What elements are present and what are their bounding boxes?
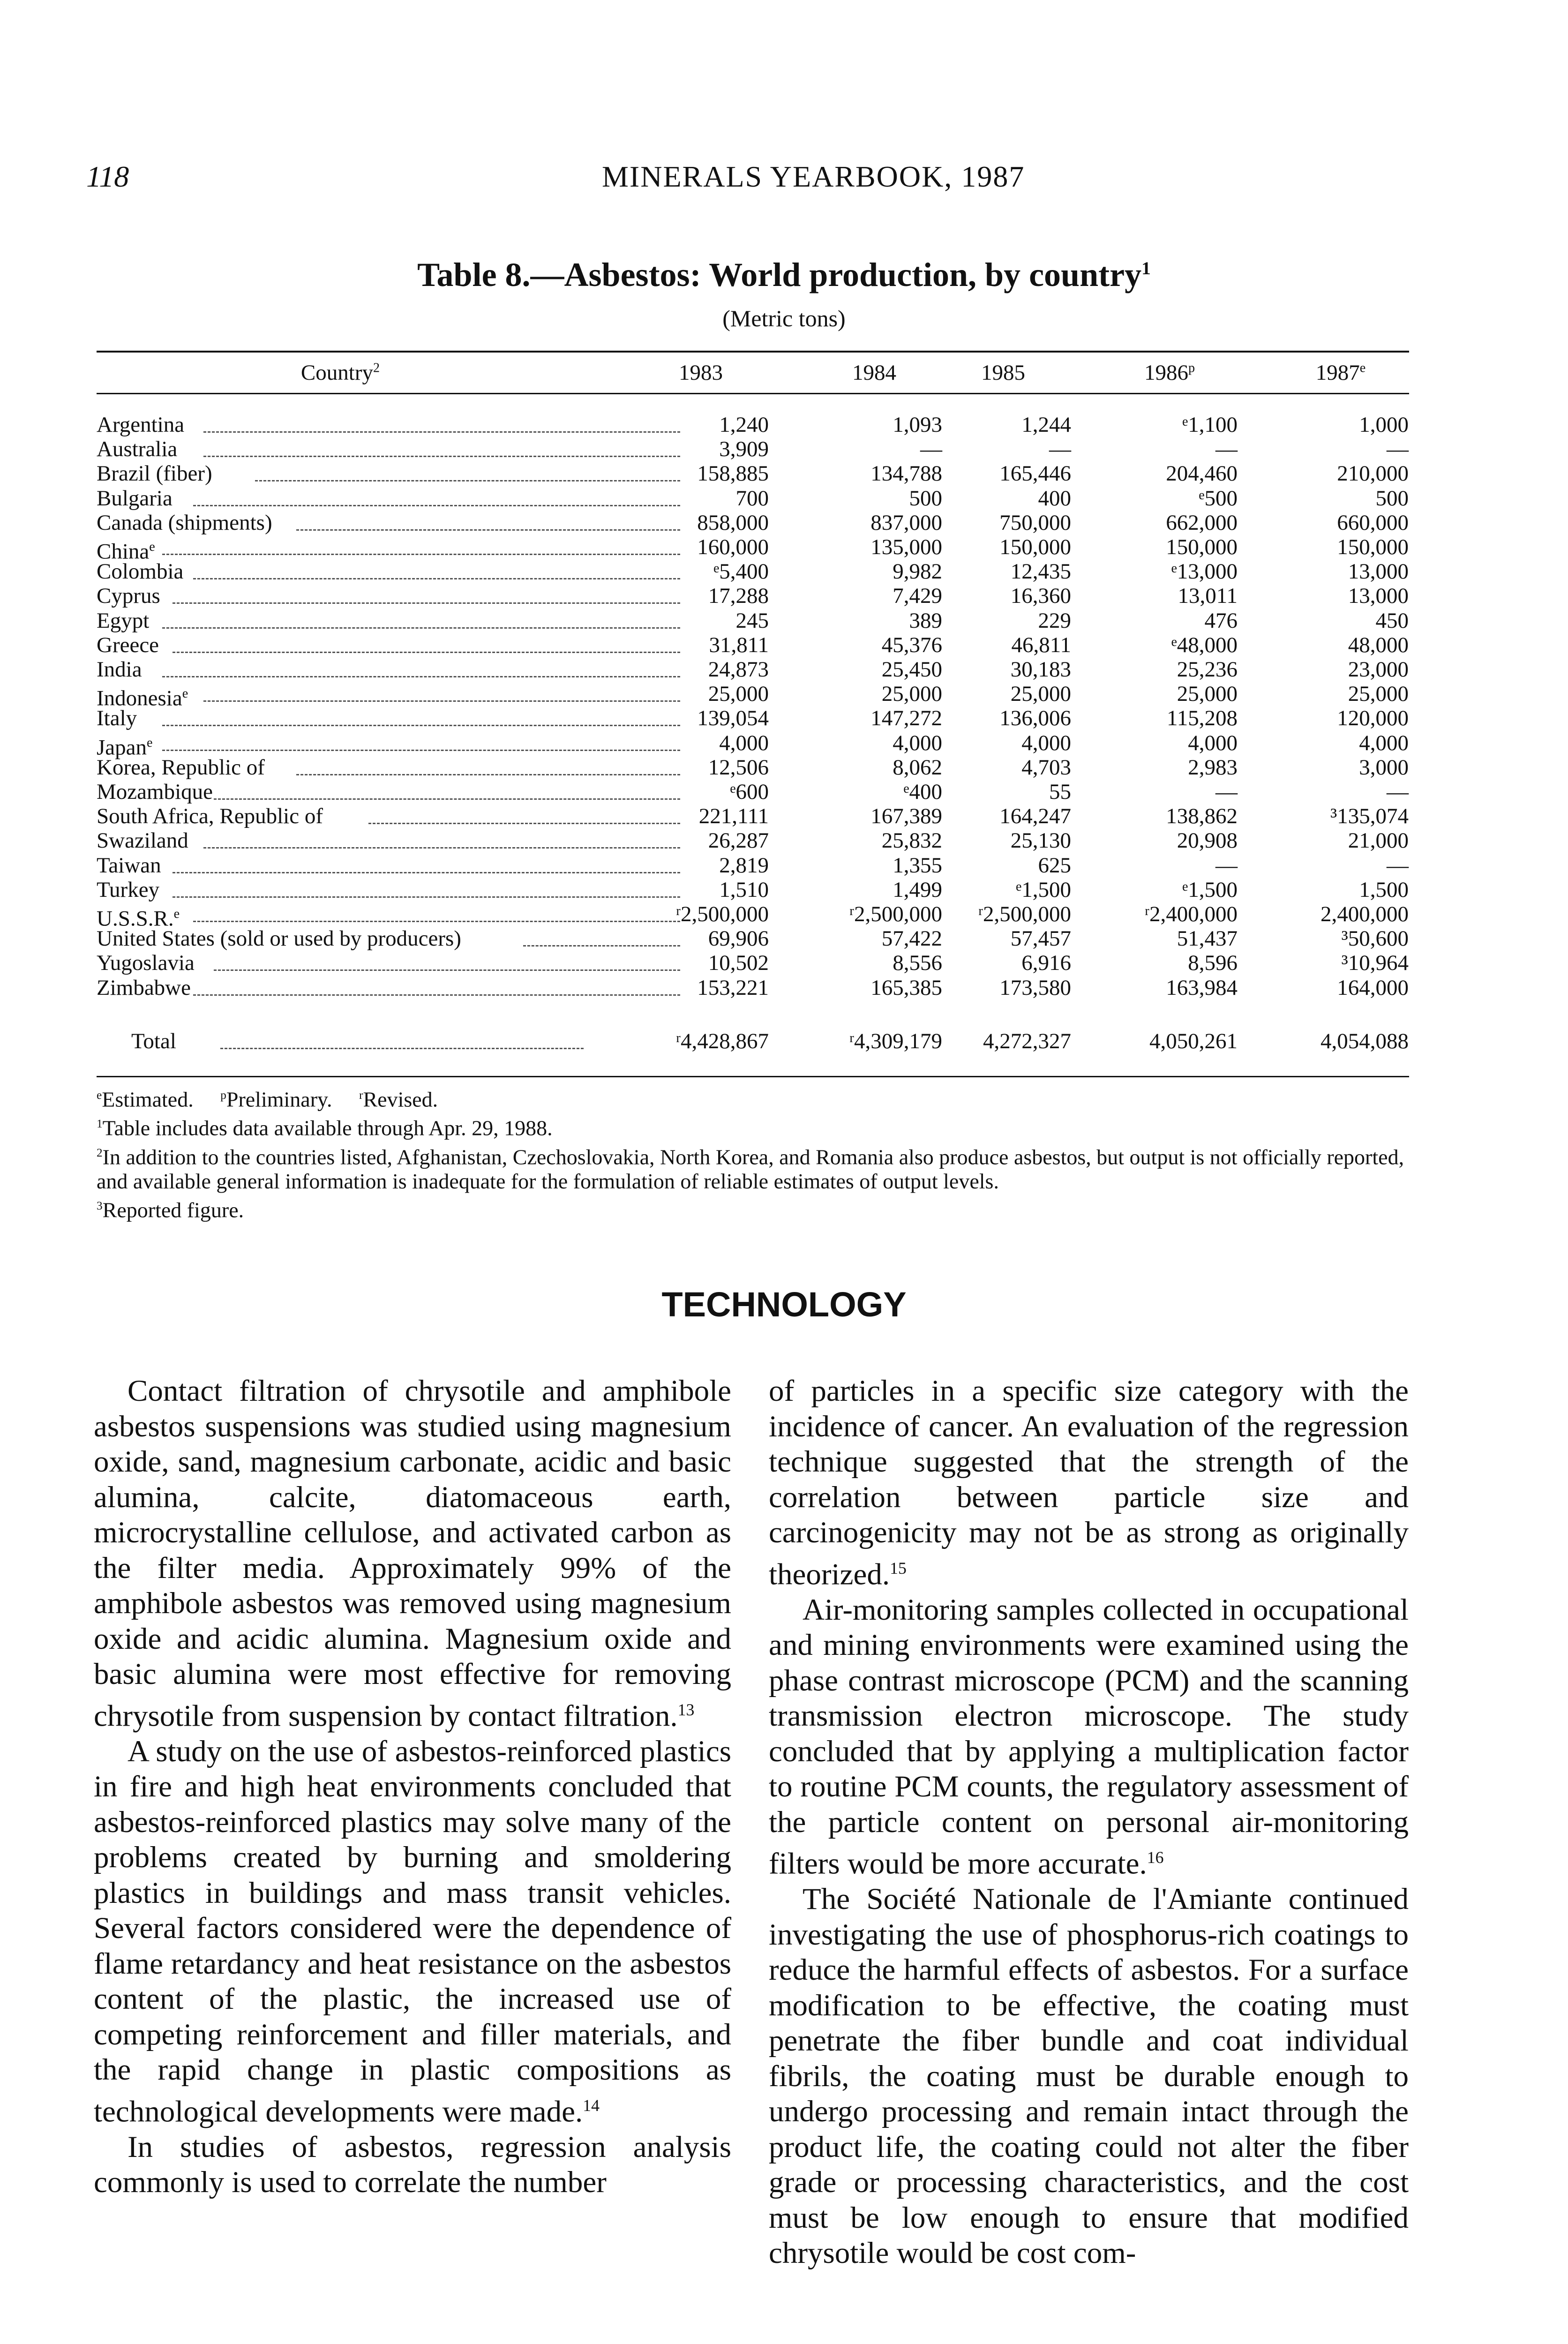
country-cell [97,853,584,878]
value-cell: 2,819 [719,853,769,878]
value-cell: 167,389 [870,804,942,829]
dotted-leader [193,505,680,506]
value-cell: 25,000 [1010,682,1071,706]
paragraph [94,1734,731,2130]
paragraph [769,1882,1409,2271]
country-note: e [149,540,155,554]
header-year-mark: e [1359,361,1366,376]
value-cell: 204,460 [1166,461,1238,486]
footnote-text: In addition to the countries listed, Afghanistan, Czechoslovakia, North Korea, and Romania also produce asbestos, but output is not officially reported, and available general information is inadequate for the formulation of reliable estimates of output levels. [97,1144,1404,1193]
footnote-mark: e [97,1089,102,1102]
dotted-leader [173,652,680,653]
value-cell: 1,000 [1359,413,1409,437]
country-cell [97,461,584,486]
value-cell: 1,093 [893,413,942,437]
footnote-line [97,1194,1404,1222]
value-cell: 115,208 [1166,706,1238,731]
value-cell: 8,556 [893,951,942,976]
value-cell: 150,000 [1166,535,1238,559]
value-cell: ʳ2,500,000 [849,902,942,926]
paragraph [94,2130,731,2201]
value-cell: ᵉ500 [1199,486,1238,511]
footnote-line [97,1112,1404,1140]
footnote-line [97,1141,1404,1194]
value-cell: — [1215,853,1238,878]
country-name: U.S.S.R. [97,906,174,931]
value-cell: 55 [1049,780,1071,804]
header-year [623,360,778,385]
value-cell: 700 [735,486,769,511]
value-cell: 136,006 [999,706,1071,731]
footnote-text: Estimated. [102,1087,199,1112]
header-country-note: 2 [373,361,380,376]
country-name: Colombia [97,559,184,584]
paragraph-text: Air-monitoring samples collected in occupational and mining environments were examined using the phase contrast microscope (PCM) and the scanning transmission electron microscope. The study concluded that by applying a multiplication factor to routine PCM counts, the regulatory assessment of the particle content on personal air-monitoring filters would be more accurate. [769,1593,1409,1881]
header-year-label: 1984 [852,361,896,385]
value-cell: 31,811 [709,632,769,657]
table-footnotes [97,1083,1404,1222]
country-cell [97,633,584,657]
value-cell: 17,288 [708,584,769,609]
country-name: Indonesia [97,686,182,711]
value-cell: 4,000 [719,730,769,755]
country-name: Argentina [97,413,185,437]
header-country-label: Country [300,361,373,385]
value-cell: 165,385 [870,975,942,1000]
value-cell: 138,862 [1166,804,1238,829]
country-cell [97,951,584,975]
country-cell [97,511,584,535]
paragraph-text: Contact filtration of chrysotile and amphibole asbestos suspensions was studied using magnesium oxide, sand, magnesium carbonate, acidic and basic alumina, calcite, diatomaceous earth, microcrystalline cellulose, and activated carbon as the filter media. Approximately 99% of the amphibole asbestos was removed using magnesium oxide and acidic alumina. Magnesium oxide and basic alumina were most effective for removing chrysotile from suspension by contact filtration. [94,1374,731,1733]
value-cell: 4,000 [1359,730,1409,755]
footnote-mark: r [359,1089,363,1102]
value-cell: — [1387,780,1409,804]
footnote-mark: p [220,1089,226,1102]
dotted-leader [203,700,680,702]
value-cell: 25,000 [1348,682,1409,706]
value-cell: 25,832 [881,828,942,853]
header-country [97,360,584,385]
country-cell [97,976,584,1000]
country-name: Brazil (fiber) [97,461,212,486]
value-cell: 221,111 [698,804,769,829]
header-year-label: 1986 [1144,361,1188,385]
country-name: South Africa, Republic of [97,804,323,829]
value-cell: ᵉ48,000 [1171,632,1238,657]
table-header-rule [97,393,1409,394]
country-note: e [182,686,188,701]
country-name: Italy [97,706,137,731]
value-cell: 1,355 [893,853,942,878]
value-cell: 20,908 [1177,828,1238,853]
country-name: Canada (shipments) [97,510,272,535]
header-year [1263,360,1418,385]
value-cell: 7,429 [893,584,942,609]
value-cell: 389 [909,608,942,633]
country-name: Taiwan [97,853,161,878]
value-cell: 46,811 [1011,632,1071,657]
value-cell: 1,244 [1021,413,1071,437]
country-cell [97,804,584,828]
reference-mark: 15 [890,1558,907,1578]
left-column [94,1374,731,2201]
value-cell: ᵉ5,400 [713,559,769,584]
value-cell: 25,000 [1177,682,1238,706]
value-cell: 12,506 [708,755,769,780]
total-value-cell: ʳ4,428,867 [675,1029,769,1053]
value-cell: 23,000 [1348,657,1409,682]
paragraph-text: The Société Nationale de l'Amiante continued investigating the use of phosphorus-rich coatings to reduce the harmful effects of asbestos. For a surface modification to be effective, the coating must penetrate the fiber bundle and coat individual fibrils, the coating must be durable enough to undergo processing and remain intact through the product life, the coating could not alter the fiber grade or processing characteristics, and the cost must be low enough to ensure that modified chrysotile would be cost com- [769,1882,1409,2270]
footnote-line [97,1083,1404,1112]
country-cell [97,657,584,682]
country-name: Turkey [97,877,160,902]
country-name: United States (sold or used by producers) [97,926,461,951]
value-cell: 147,272 [870,706,942,731]
value-cell: — [920,437,942,462]
table-bottom-rule [97,1076,1409,1077]
page-number: 118 [86,160,129,193]
running-head [86,159,1483,202]
value-cell: 13,000 [1348,559,1409,584]
paragraph-text: In studies of asbestos, regression analysis commonly is used to correlate the number [94,2130,731,2200]
value-cell: ʳ2,500,000 [675,902,769,926]
total-value-cell: 4,272,327 [983,1029,1071,1053]
total-value-cell: 4,054,088 [1320,1029,1409,1053]
dotted-leader [173,602,680,604]
value-cell: 25,236 [1177,657,1238,682]
value-cell: 4,703 [1021,755,1071,780]
value-cell: 150,000 [999,535,1071,559]
dotted-leader [162,554,680,555]
dotted-leader [173,896,680,898]
footnote-mark: 2 [97,1146,103,1159]
value-cell: 45,376 [881,632,942,657]
paragraph [769,1374,1409,1593]
country-name: Mozambique [97,780,213,804]
value-cell: 500 [1375,486,1409,511]
value-cell: 30,183 [1010,657,1071,682]
value-cell: 229 [1038,608,1071,633]
section-heading: TECHNOLOGY [661,1285,907,1324]
header-year-mark: p [1188,361,1195,376]
paragraph-text: A study on the use of asbestos-reinforced plastics in fire and high heat environments concluded that asbestos-reinforced plastics may solve many of the problems created by burning and smoldering plastics in buildings and mass transit vehicles. Several factors considered were the dependence of flame retardancy and heat resistance on the asbestos content of the plastic, the increased use of competing reinforcement and filler materials, and the rapid change in plastic compositions as technological developments were made. [94,1734,731,2129]
total-value-cell: ʳ4,309,179 [849,1029,942,1053]
header-year [1092,360,1247,385]
country-name: Zimbabwe [97,975,191,1000]
value-cell: 135,000 [870,535,942,559]
country-cell [97,755,584,780]
value-cell: 163,984 [1166,975,1238,1000]
value-cell: 25,450 [881,657,942,682]
value-cell: 173,580 [999,975,1071,1000]
country-name: Cyprus [97,584,160,609]
reference-mark: 14 [583,2096,600,2115]
value-cell: 450 [1375,608,1409,633]
value-cell: 3,909 [719,437,769,462]
value-cell: 48,000 [1348,632,1409,657]
value-cell: 21,000 [1348,828,1409,853]
value-cell: 13,000 [1348,584,1409,609]
table-units: (Metric tons) [722,305,846,331]
value-cell: 164,000 [1337,975,1409,1000]
value-cell: — [1049,437,1071,462]
country-cell [97,828,584,853]
value-cell: 4,000 [1021,730,1071,755]
paragraph-text: of particles in a specific size category with the incidence of cancer. An evaluation of the regression technique suggested that the strength of the correlation between particle size and carcinogenicity may not be as strong as originally theorized. [769,1374,1409,1592]
country-cell [97,780,584,804]
paragraph [94,1374,731,1734]
dotted-leader [162,627,680,629]
country-name: India [97,657,142,682]
dotted-leader [162,750,680,751]
value-cell: ᵉ1,100 [1182,413,1238,437]
value-cell: — [1387,853,1409,878]
footnote-text: Table includes data available through Apr. 29, 1988. [102,1116,553,1140]
value-cell: ᵉ400 [903,780,942,804]
reference-mark: 13 [677,1700,695,1719]
value-cell: ³10,964 [1341,951,1409,976]
country-note: e [173,907,180,921]
value-cell: 25,000 [881,682,942,706]
value-cell: 10,502 [708,951,769,976]
country-cell [97,878,584,902]
value-cell: 6,916 [1021,951,1071,976]
value-cell: 1,240 [719,413,769,437]
country-cell [97,559,584,584]
value-cell: 1,499 [893,877,942,902]
value-cell: 165,446 [999,461,1071,486]
value-cell: — [1387,437,1409,462]
country-name: Australia [97,437,178,462]
value-cell: 24,873 [708,657,769,682]
header-year-label: 1985 [981,361,1025,385]
value-cell: 134,788 [870,461,942,486]
table-title-text: Table 8.—Asbestos: World production, by country [417,256,1142,293]
value-cell: 4,000 [1188,730,1238,755]
value-cell: 476 [1204,608,1238,633]
country-name: China [97,539,150,564]
footnote-text: Preliminary. [226,1087,338,1112]
value-cell: 1,500 [1359,877,1409,902]
value-cell: 8,062 [893,755,942,780]
value-cell: 245 [735,608,769,633]
country-name: Japan [97,735,147,760]
country-name: Korea, Republic of [97,755,265,780]
value-cell: 2,400,000 [1320,902,1409,926]
footnote-mark: 1 [97,1117,103,1131]
dotted-leader [214,969,680,971]
table-top-rule [97,351,1409,353]
value-cell: 139,054 [697,706,769,731]
country-name: Greece [97,632,159,657]
value-cell: 660,000 [1337,510,1409,535]
value-cell: ³50,600 [1341,926,1409,951]
country-cell [97,584,584,608]
footnote-mark: 3 [97,1199,103,1212]
value-cell: 57,457 [1010,926,1071,951]
value-cell: 158,885 [697,461,769,486]
value-cell: 25,130 [1010,828,1071,853]
running-title: MINERALS YEARBOOK, 1987 [602,160,1025,193]
value-cell: — [1215,437,1238,462]
country-cell [97,706,584,730]
value-cell: 51,437 [1177,926,1238,951]
value-cell: 12,435 [1010,559,1071,584]
right-column [769,1374,1409,2271]
header-year-label: 1983 [679,361,723,385]
value-cell: 625 [1038,853,1071,878]
value-cell: 57,422 [881,926,942,951]
country-cell [97,437,584,461]
value-cell: 153,221 [697,975,769,1000]
dotted-leader [203,847,680,849]
country-note: e [147,735,153,750]
value-cell: — [1215,780,1238,804]
country-name: Yugoslavia [97,951,195,976]
value-cell: 400 [1038,486,1071,511]
value-cell: 3,000 [1359,755,1409,780]
table-title-note: 1 [1141,258,1151,278]
header-year [926,360,1080,385]
total-label: Total [131,1029,176,1053]
value-cell: ᵉ600 [730,780,769,804]
country-name: Egypt [97,608,150,633]
footnote-text: Revised. [363,1087,438,1112]
value-cell: 9,982 [893,559,942,584]
dotted-leader [214,798,680,800]
dotted-leader [193,994,680,996]
value-cell: ʳ2,400,000 [1144,902,1238,926]
value-cell: ᵉ1,500 [1016,877,1071,902]
dotted-leader [193,921,680,922]
value-cell: 858,000 [697,510,769,535]
value-cell: 662,000 [1166,510,1238,535]
value-cell: ʳ2,500,000 [978,902,1071,926]
dotted-leader [203,431,680,433]
dotted-leader [162,676,680,677]
footnote-text: Reported figure. [102,1198,244,1222]
value-cell: 837,000 [870,510,942,535]
value-cell: ᵉ13,000 [1171,559,1238,584]
country-name: Bulgaria [97,486,173,511]
value-cell: 164,247 [999,804,1071,829]
country-name: Swaziland [97,828,188,853]
country-cell [97,609,584,633]
value-cell: 2,983 [1188,755,1238,780]
dotted-leader [173,872,680,873]
total-value-cell: 4,050,261 [1149,1029,1238,1053]
value-cell: 69,906 [708,926,769,951]
value-cell: 150,000 [1337,535,1409,559]
reference-mark: 16 [1147,1848,1164,1867]
value-cell: 1,510 [719,877,769,902]
value-cell: 8,596 [1188,951,1238,976]
value-cell: 26,287 [708,828,769,853]
value-cell: ³135,074 [1330,804,1409,829]
value-cell: 160,000 [697,535,769,559]
value-cell: 500 [909,486,942,511]
value-cell: 4,000 [893,730,942,755]
dotted-leader [162,725,680,726]
value-cell: ᵉ1,500 [1182,877,1238,902]
table-title [0,255,1568,294]
dotted-leader [220,1048,584,1049]
value-cell: 13,011 [1178,584,1238,609]
dotted-leader [193,578,680,579]
paragraph [769,1593,1409,1882]
value-cell: 210,000 [1337,461,1409,486]
value-cell: 750,000 [999,510,1071,535]
value-cell: 120,000 [1337,706,1409,731]
country-cell [97,486,584,511]
value-cell: 25,000 [708,682,769,706]
header-year-label: 1987 [1315,361,1360,385]
dotted-leader [203,456,680,457]
country-cell [97,413,584,437]
country-cell [97,926,584,951]
value-cell: 16,360 [1010,584,1071,609]
